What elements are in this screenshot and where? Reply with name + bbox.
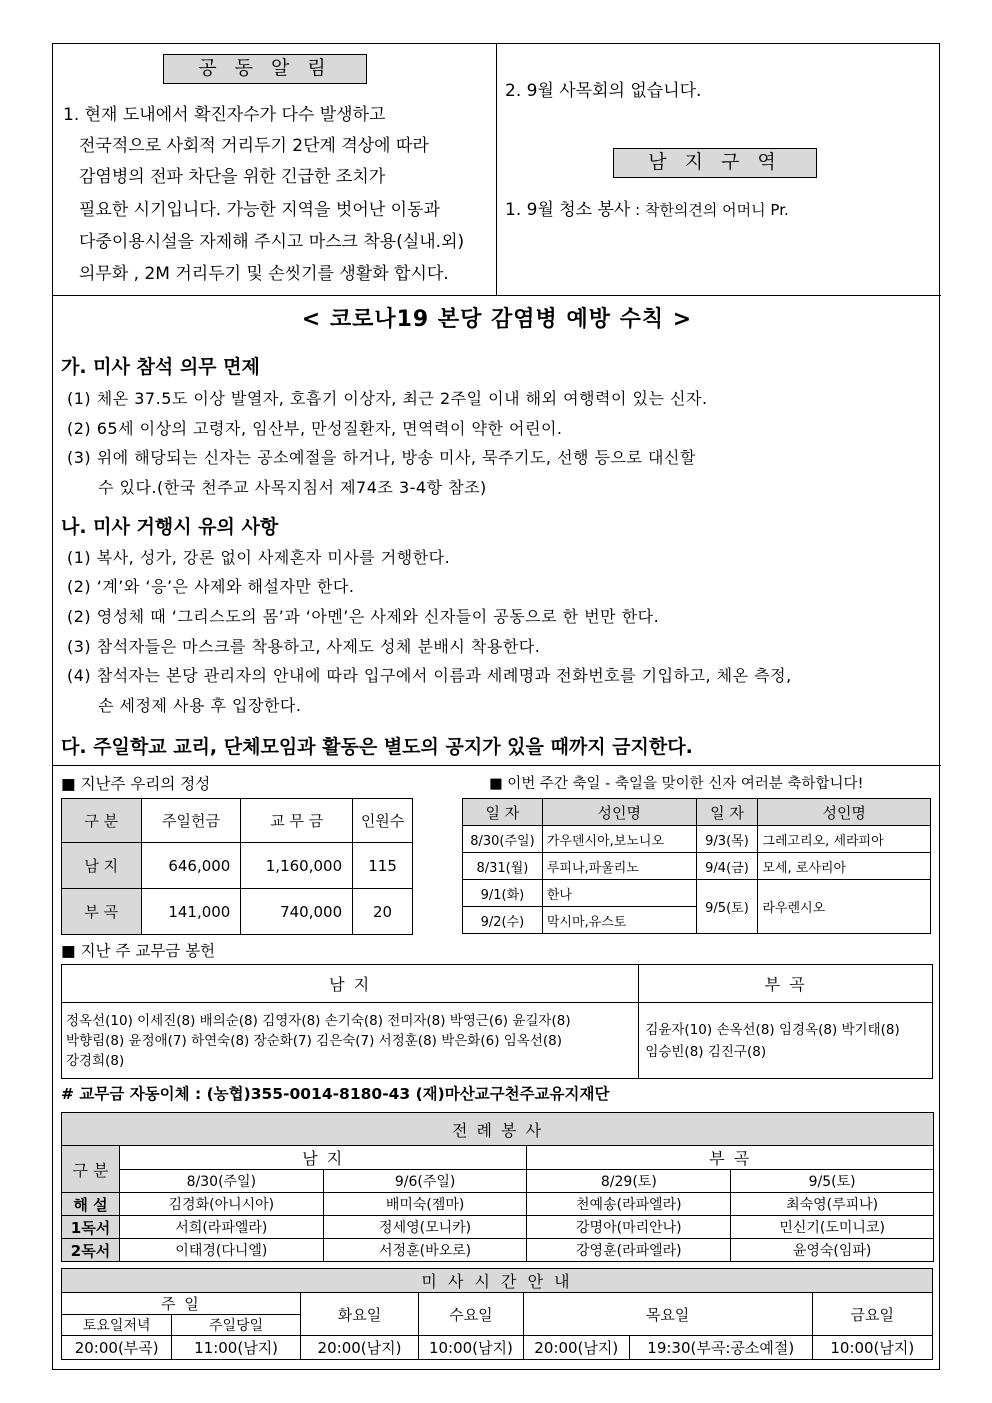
namji-item-value: : 착한의견의 어머니 Pr. <box>630 201 789 219</box>
liturgy-cell: 이태경(다니엘) <box>119 1239 323 1262</box>
feast-header: 일 자 <box>696 799 758 826</box>
offering-count: 20 <box>353 889 413 935</box>
liturgy-gubun: 구 분 <box>62 1146 120 1193</box>
dues-namji-line: 박향림(8) 윤정애(7) 하연숙(8) 장순화(7) 김은숙(7) 서정훈(8) 박은화(6) 임옥선(8) <box>66 1032 563 1049</box>
offering-table <box>61 798 413 935</box>
table-row <box>62 1216 934 1239</box>
feast-date: 9/1(화) <box>463 880 543 907</box>
liturgy-cell: 민신기(도미니코) <box>731 1216 934 1239</box>
feast-header: 성인명 <box>758 799 931 826</box>
mass-table <box>61 1268 933 1360</box>
feast-header: 일 자 <box>463 799 543 826</box>
notice-line: 다중이용시설을 자제해 주시고 마스크 착용(실내.외) <box>79 232 465 252</box>
section-b-item: 손 세정제 사용 후 입장한다. <box>98 696 302 715</box>
offering-title: ■ 지난주 우리의 정성 <box>61 775 211 793</box>
offering-header: 구 분 <box>62 799 142 843</box>
notice-line: 감염병의 전파 차단을 위한 긴급한 조치가 <box>79 167 386 187</box>
feast-saint: 가우덴시아,보노니오 <box>542 826 696 853</box>
namji-title: 남 지 구 역 <box>613 148 817 178</box>
liturgy-cell: 정세영(모니카) <box>323 1216 527 1239</box>
section-b-title: 나. 미사 거행시 유의 사항 <box>61 516 279 538</box>
notice-line: 1. 현재 도내에서 확진자수가 다수 발생하고 <box>63 105 386 125</box>
notice-divider <box>496 44 497 296</box>
notice-title: 공 동 알 림 <box>163 54 367 84</box>
liturgy-date: 9/5(토) <box>731 1170 934 1193</box>
dues-namji-list <box>62 1003 639 1079</box>
section-divider <box>53 765 941 766</box>
section-b-item: (4) 참석자는 본당 관리자의 안내에 따라 입구에서 이름과 세례명과 전화번호를 기입하고, 체온 측정, <box>67 666 792 685</box>
notice-line: 필요한 시기입니다. 가능한 지역을 벗어난 이동과 <box>79 200 440 220</box>
liturgy-date: 9/6(주일) <box>323 1170 527 1193</box>
table-row <box>62 889 413 935</box>
offering-row-name: 부 곡 <box>62 889 142 935</box>
table-row <box>463 853 931 880</box>
liturgy-bugok: 부 곡 <box>527 1146 934 1170</box>
namji-item <box>505 195 789 226</box>
notice-line: 전국적으로 사회적 거리두기 2단계 격상에 따라 <box>79 136 429 156</box>
covid-title: < 코로나19 본당 감염병 예방 수칙 > <box>301 307 693 332</box>
feast-date: 9/2(수) <box>463 907 543 934</box>
feast-date: 8/30(주일) <box>463 826 543 853</box>
mass-sun-day: 주일당일 <box>172 1315 300 1336</box>
autopay-info: # 교무금 자동이체 : (농협)355-0014-8180-43 (재)마산교구천주교유지재단 <box>61 1085 610 1103</box>
mass-title: 미 사 시 간 안 내 <box>62 1269 933 1293</box>
section-a-title: 가. 미사 참석 의무 면제 <box>61 356 260 378</box>
feast-date: 8/31(월) <box>463 853 543 880</box>
liturgy-date: 8/29(토) <box>527 1170 731 1193</box>
feast-saint: 모세, 로사리아 <box>758 853 931 880</box>
mass-sat-eve: 토요일저녁 <box>62 1315 172 1336</box>
section-divider <box>53 295 941 296</box>
mass-time: 11:00(남지) <box>172 1336 300 1360</box>
liturgy-cell: 최숙영(루피나) <box>731 1193 934 1216</box>
liturgy-role: 1독서 <box>62 1216 120 1239</box>
mass-time: 20:00(남지) <box>523 1336 629 1360</box>
notice-line: 의무화 , 2M 거리두기 및 손씻기를 생활화 합시다. <box>79 264 449 284</box>
table-row <box>62 843 413 889</box>
feast-saint: 그레고리오, 세라피아 <box>758 826 931 853</box>
offering-sunday: 141,000 <box>141 889 241 935</box>
liturgy-cell: 강영훈(라파엘라) <box>527 1239 731 1262</box>
dues-namji-line: 강경희(8) <box>66 1052 125 1069</box>
table-row <box>62 1193 934 1216</box>
dues-title: ■ 지난 주 교무금 봉헌 <box>61 942 216 960</box>
liturgy-role: 2독서 <box>62 1239 120 1262</box>
liturgy-role: 해 설 <box>62 1193 120 1216</box>
section-b-item: (1) 복사, 성가, 강론 없이 사제혼자 미사를 거행한다. <box>67 548 451 567</box>
section-b-item: (2) 영성체 때 ‘그리스도의 몸’과 ‘아멘’은 사제와 신자들이 공동으로 한 번만 한다. <box>67 607 660 626</box>
feast-header: 성인명 <box>542 799 696 826</box>
offering-header: 주일헌금 <box>141 799 241 843</box>
section-a-item: (1) 체온 37.5도 이상 발열자, 호흡기 이상자, 최근 2주일 이내 해외 여행력이 있는 신자. <box>67 389 708 408</box>
liturgy-cell: 서희(라파엘라) <box>119 1216 323 1239</box>
feast-date: 9/5(토) <box>696 880 758 934</box>
mass-time: 20:00(남지) <box>300 1336 418 1360</box>
liturgy-namji: 남 지 <box>119 1146 527 1170</box>
section-c-title: 다. 주일학교 교리, 단체모임과 활동은 별도의 공지가 있을 때까지 금지한다. <box>61 736 693 758</box>
page-frame <box>52 43 940 1370</box>
liturgy-cell: 윤영숙(임파) <box>731 1239 934 1262</box>
notice-item-2: 2. 9월 사목회의 없습니다. <box>505 81 702 101</box>
mass-time: 19:30(부곡:공소예절) <box>629 1336 812 1360</box>
liturgy-cell: 배미숙(젬마) <box>323 1193 527 1216</box>
liturgy-cell: 강명아(마리안나) <box>527 1216 731 1239</box>
mass-tue: 화요일 <box>300 1293 418 1336</box>
offering-dues: 1,160,000 <box>241 843 353 889</box>
offering-header: 교 무 금 <box>241 799 353 843</box>
liturgy-cell: 천예송(라파엘라) <box>527 1193 731 1216</box>
table-row <box>463 880 931 907</box>
offering-header: 인원수 <box>353 799 413 843</box>
table-row <box>463 826 931 853</box>
section-a-item: (3) 위에 해당되는 신자는 공소예절을 하거나, 방송 미사, 묵주기도, 선행 등으로 대신할 <box>67 448 696 467</box>
section-b-item: (3) 참석자들은 마스크를 착용하고, 사제도 성체 분배시 착용한다. <box>67 637 541 656</box>
liturgy-date: 8/30(주일) <box>119 1170 323 1193</box>
dues-bugok-line: 김윤자(10) 손옥선(8) 임경옥(8) 박기태(8) <box>645 1021 900 1038</box>
feast-date: 9/4(금) <box>696 853 758 880</box>
mass-thu: 목요일 <box>523 1293 812 1336</box>
mass-sunday: 주 일 <box>62 1293 301 1315</box>
namji-item-label: 1. 9월 청소 봉사 <box>505 200 631 220</box>
feast-saint: 라우렌시오 <box>758 880 931 934</box>
section-a-item: 수 있다.(한국 천주교 사목지침서 제74조 3-4항 참조) <box>98 478 487 497</box>
liturgy-table <box>61 1112 934 1262</box>
table-row <box>62 1239 934 1262</box>
offering-dues: 740,000 <box>241 889 353 935</box>
mass-fri: 금요일 <box>812 1293 932 1336</box>
section-a-item: (2) 65세 이상의 고령자, 임산부, 만성질환자, 면역력이 약한 어린이. <box>67 419 563 438</box>
section-b-item: (2) ‘계’와 ‘응’은 사제와 해설자만 한다. <box>67 577 355 596</box>
offering-count: 115 <box>353 843 413 889</box>
dues-bugok-header: 부 곡 <box>639 965 933 1003</box>
dues-bugok-line: 임승빈(8) 김진구(8) <box>645 1043 767 1060</box>
feast-date: 9/3(목) <box>696 826 758 853</box>
mass-time: 10:00(남지) <box>419 1336 523 1360</box>
feast-table <box>462 798 931 934</box>
dues-namji-header: 남 지 <box>62 965 639 1003</box>
dues-bugok-list <box>639 1003 933 1079</box>
feast-saint: 막시마,유스토 <box>542 907 696 934</box>
offering-row-name: 남 지 <box>62 843 142 889</box>
dues-namji-line: 정옥선(10) 이세진(8) 배의순(8) 김영자(8) 손기숙(8) 전미자(8) 박영근(6) 윤길자(8) <box>66 1012 571 1029</box>
offering-sunday: 646,000 <box>141 843 241 889</box>
mass-wed: 수요일 <box>419 1293 523 1336</box>
feast-saint: 한나 <box>542 880 696 907</box>
dues-table <box>61 964 933 1079</box>
liturgy-cell: 서정훈(바오로) <box>323 1239 527 1262</box>
liturgy-cell: 김경화(아니시아) <box>119 1193 323 1216</box>
mass-time: 10:00(남지) <box>812 1336 932 1360</box>
table-row <box>62 1336 933 1360</box>
feast-title: ■ 이번 주간 축일 - 축일을 맞이한 신자 여러분 축하합니다! <box>489 776 864 792</box>
mass-time: 20:00(부곡) <box>62 1336 172 1360</box>
liturgy-title: 전 례 봉 사 <box>62 1113 934 1146</box>
feast-saint: 루피나,파울리노 <box>542 853 696 880</box>
